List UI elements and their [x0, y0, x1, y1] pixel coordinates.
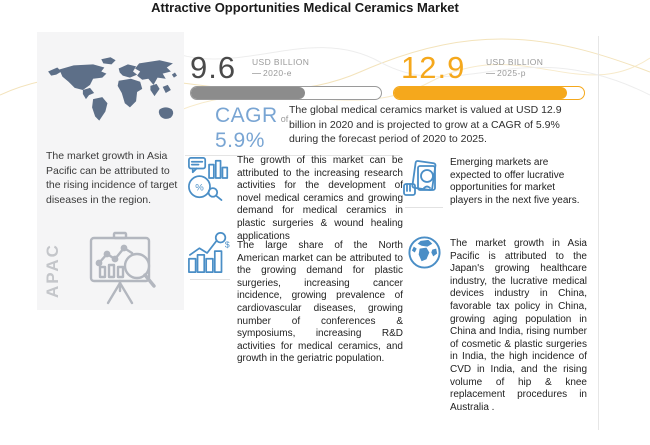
icon-underline	[190, 279, 230, 280]
progress-bar-2025-fill	[394, 87, 567, 99]
tick-dash	[252, 73, 261, 74]
market-value-2025: 12.9	[401, 50, 466, 85]
insight-emerging-markets: Emerging markets are expected to offer lucrative opportunities for market players in the next five years.	[450, 157, 580, 206]
vertical-divider	[598, 36, 599, 430]
page-title: Attractive Opportunities Medical Ceramics Market	[151, 0, 459, 15]
cagr-callout: CAGR of 5.9%	[215, 104, 289, 152]
money-icon	[402, 160, 446, 204]
apac-description: The market growth in Asia Pacific can be attributed to the rising incidence of target diseases in the region.	[46, 150, 178, 206]
growth-chart-dollar-icon	[187, 230, 233, 276]
market-value-2020-label: USD BILLION 2020-e	[252, 57, 310, 78]
apac-label: APAC	[43, 243, 62, 299]
market-value-2020: 9.6	[190, 50, 237, 85]
insight-asia-pacific: The market growth in Asia Pacific is attributed to the Japan's growing healthcare industry, the lucrative medical devices industry in China, favorable tax policy in China, growing aging population in China and India, rising number of cosmetic & plastic surgeries in India, the high incidence of CVD in India, and the rising volume of hip & knee replacement procedures in Australia .	[450, 238, 587, 413]
market-summary: The global medical ceramics market is valued at USD 12.9 billion in 2020 and is projected to grow at a CAGR of 5.9% during the forecast period of 2020 to 2025.	[289, 104, 562, 146]
chart-presentation-magnifier-icon	[79, 230, 161, 308]
world-map-icon	[44, 40, 177, 144]
progress-bar-2020-fill	[191, 87, 305, 99]
research-analysis-icon	[187, 156, 233, 202]
market-value-2025-label: USD BILLION 2025-p	[486, 57, 544, 78]
globe-icon	[407, 235, 442, 270]
insight-north-america: The large share of the North American market can be attributed to the growing demand for plastic surgeries, increasing cancer incidence, growing prevalence of cardiovascular diseases, growing number of conferences & symposiums, increasing R&D activities for medical ceramics, and growth in the geriatric population.	[237, 240, 403, 365]
svg-text:%: %	[195, 182, 204, 194]
apac-panel	[37, 32, 184, 310]
progress-bar-2020	[190, 86, 382, 100]
progress-bar-2025	[393, 86, 585, 100]
icon-underline	[405, 207, 443, 208]
tick-dash	[486, 73, 495, 74]
insight-growth-drivers: The growth of this market can be attributed to the increasing research activities for the development of novel medical ceramics and growing demand for medical ceramics in plastic surgeries & wound healing applications	[237, 155, 403, 242]
svg-text:$: $	[224, 239, 230, 250]
